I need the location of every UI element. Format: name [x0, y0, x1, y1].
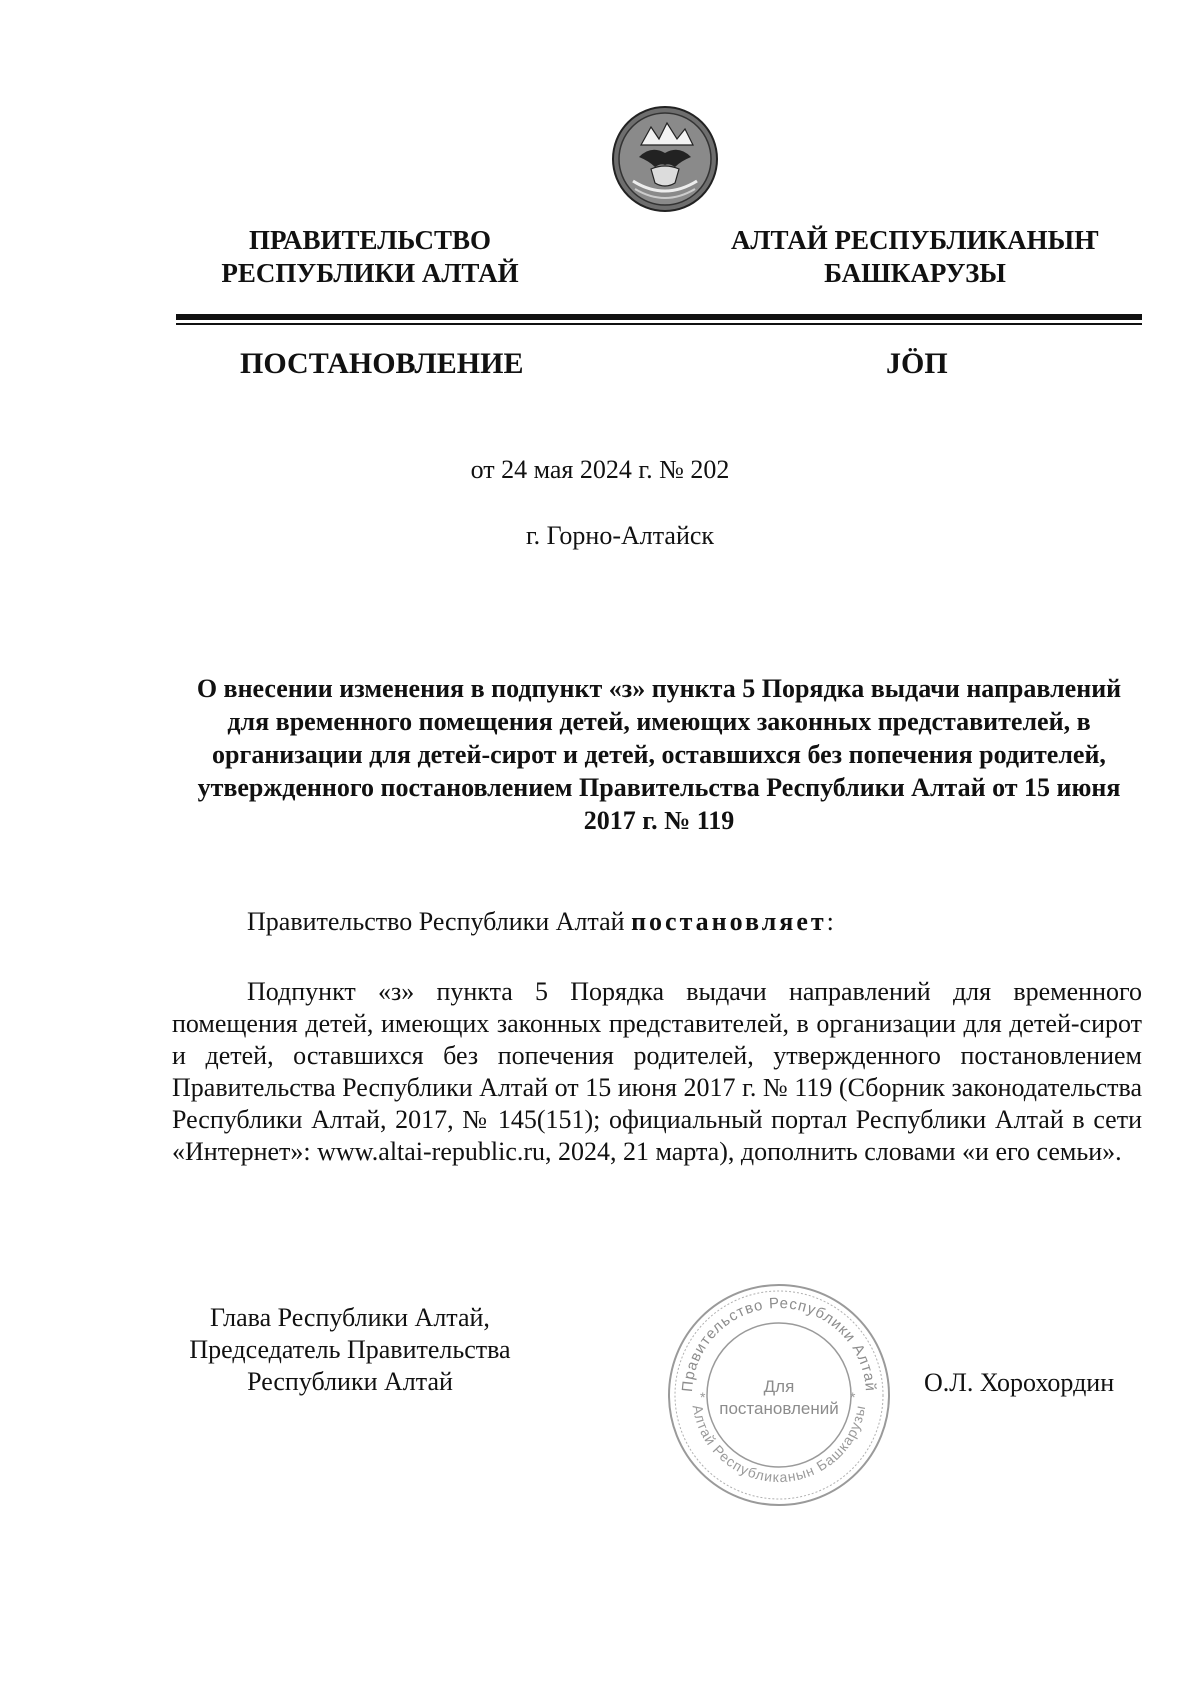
issuer-russian-line-2: РЕСПУБЛИКИ АЛТАЙ	[221, 258, 519, 288]
stamp-center-line-1: Для	[763, 1377, 795, 1396]
position-line-3: Республики Алтай	[247, 1367, 453, 1396]
city: г. Горно-Алтайск	[525, 521, 715, 550]
position-line-1: Глава Республики Алтай,	[210, 1303, 490, 1332]
signatory-position	[160, 1302, 540, 1398]
date-and-number: от 24 мая 2024 г. № 202	[470, 455, 730, 484]
stamp-star-left-icon: *	[700, 1389, 706, 1405]
signatory-name: О.Л. Хорохордин	[924, 1368, 1115, 1397]
official-stamp	[664, 1280, 894, 1510]
decree-line	[247, 906, 834, 938]
stamp-center-line-2: постановлений	[719, 1399, 839, 1418]
header-rule-thick	[176, 314, 1142, 320]
issuer-name-russian	[200, 224, 540, 290]
decree-verb: постановляет	[631, 907, 827, 936]
body-paragraph: Подпункт «з» пункта 5 Порядка выдачи направлений для временного помещения детей, имеющих законных представителей, в организации для детей-сирот и детей, оставшихся без попечения родителей, утвержденного постановлением Правительства Республики Алтай от 15 июня 2017 г. № 119 (Сборник законодательства Республики Алтай, 2017, № 145(151); официальный портал Республики Алтай в сети «Интернет»: www.altai-republic.ru, 2024, 21 марта), дополнить словами «и его семьи».	[172, 977, 1142, 1166]
stamp-star-right-icon: *	[850, 1389, 856, 1405]
doc-type-russian: ПОСТАНОВЛЕНИЕ	[240, 347, 524, 380]
header-rule-thin	[176, 323, 1142, 325]
issuer-name-altai	[710, 224, 1120, 290]
coat-of-arms-emblem	[611, 105, 719, 213]
decree-colon: :	[826, 907, 834, 936]
issuer-altai-line-1: АЛТАЙ РЕСПУБЛИКАНЫҤ	[730, 225, 1100, 255]
position-line-2: Председатель Правительства	[189, 1335, 511, 1364]
document-title: О внесении изменения в подпункт «з» пункта 5 Порядка выдачи направлений для временного помещения детей, имеющих законных представителей, в организации для детей-сирот и детей, оставшихся без попечения родителей, утвержденного постановлением Правительства Республики Алтай от 15 июня 2017 г. № 119	[196, 674, 1122, 835]
issuer-altai-line-2: БАШКАРУЗЫ	[824, 258, 1006, 288]
stamp-outer-text-bottom: Алтай Республиканын Башкарузы	[689, 1403, 869, 1486]
issuer-russian-line-1: ПРАВИТЕЛЬСТВО	[248, 225, 492, 255]
doc-type-altai: JӦП	[886, 347, 948, 380]
stamp-outer-text: Правительство Республики Алтай	[678, 1294, 880, 1393]
decree-subject: Правительство Республики Алтай	[247, 907, 632, 936]
